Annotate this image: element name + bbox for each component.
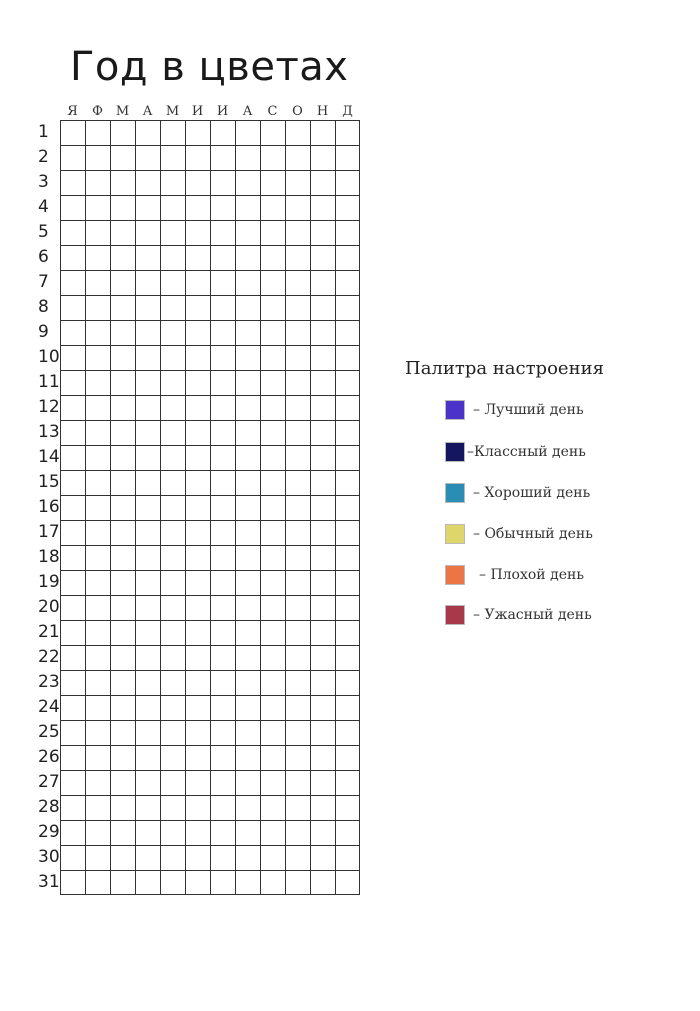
month-label: А	[242, 104, 253, 119]
day-label: 27	[38, 772, 60, 792]
color-swatch	[445, 565, 465, 585]
day-label: 23	[38, 672, 60, 692]
legend-label: – Ужасный день	[473, 607, 592, 623]
legend-item-best	[445, 399, 584, 421]
day-label: 13	[38, 422, 60, 442]
day-label: 24	[38, 697, 60, 717]
color-swatch	[445, 605, 465, 625]
day-label: 8	[38, 297, 49, 317]
day-label: 5	[38, 222, 49, 242]
day-label: 28	[38, 797, 60, 817]
day-label: 3	[38, 172, 49, 192]
day-column	[30, 120, 60, 895]
color-swatch	[445, 400, 465, 420]
day-label: 20	[38, 597, 60, 617]
day-label: 2	[38, 147, 49, 167]
month-label: С	[267, 104, 278, 119]
legend-label: – Обычный день	[473, 526, 593, 542]
month-label: О	[292, 104, 303, 119]
legend-item-great	[445, 441, 586, 463]
day-label: 10	[38, 347, 60, 367]
day-label: 26	[38, 747, 60, 767]
legend-label: – Хороший день	[473, 485, 591, 501]
mood-grid[interactable]	[60, 120, 360, 895]
day-label: 14	[38, 447, 60, 467]
month-label: М	[165, 104, 180, 119]
color-swatch	[445, 483, 465, 503]
day-label: 7	[38, 272, 49, 292]
day-label: 19	[38, 572, 60, 592]
day-label: 16	[38, 497, 60, 517]
page-title: Год в цветах	[70, 44, 349, 90]
legend-item-bad	[445, 564, 584, 586]
day-label: 30	[38, 847, 60, 867]
day-label: 4	[38, 197, 49, 217]
month-label: И	[191, 104, 204, 119]
month-label: М	[115, 104, 130, 119]
month-label: Я	[67, 104, 78, 119]
legend-item-terrible	[445, 604, 592, 626]
month-label: А	[142, 104, 153, 119]
day-label: 29	[38, 822, 60, 842]
mood-legend	[405, 358, 685, 623]
day-label: 1	[38, 122, 49, 142]
day-label: 21	[38, 622, 60, 642]
day-label: 17	[38, 522, 60, 542]
day-label: 9	[38, 322, 49, 342]
color-swatch	[445, 524, 465, 544]
day-label: 31	[38, 872, 60, 892]
month-label: Н	[316, 104, 329, 119]
day-label: 22	[38, 647, 60, 667]
month-label: Ф	[92, 104, 103, 119]
legend-item-normal	[445, 523, 593, 545]
day-label: 6	[38, 247, 49, 267]
month-label: И	[216, 104, 229, 119]
color-swatch	[445, 442, 465, 462]
day-label: 12	[38, 397, 60, 417]
legend-label: –Классный день	[467, 444, 586, 460]
legend-label: – Плохой день	[479, 567, 584, 583]
day-label: 25	[38, 722, 60, 742]
day-label: 15	[38, 472, 60, 492]
month-header	[60, 104, 360, 120]
legend-item-good	[445, 482, 590, 504]
month-label: Д	[342, 104, 353, 119]
day-label: 18	[38, 547, 60, 567]
day-label: 11	[38, 372, 60, 392]
legend-title: Палитра настроения	[405, 358, 604, 379]
legend-label: – Лучший день	[473, 402, 584, 418]
